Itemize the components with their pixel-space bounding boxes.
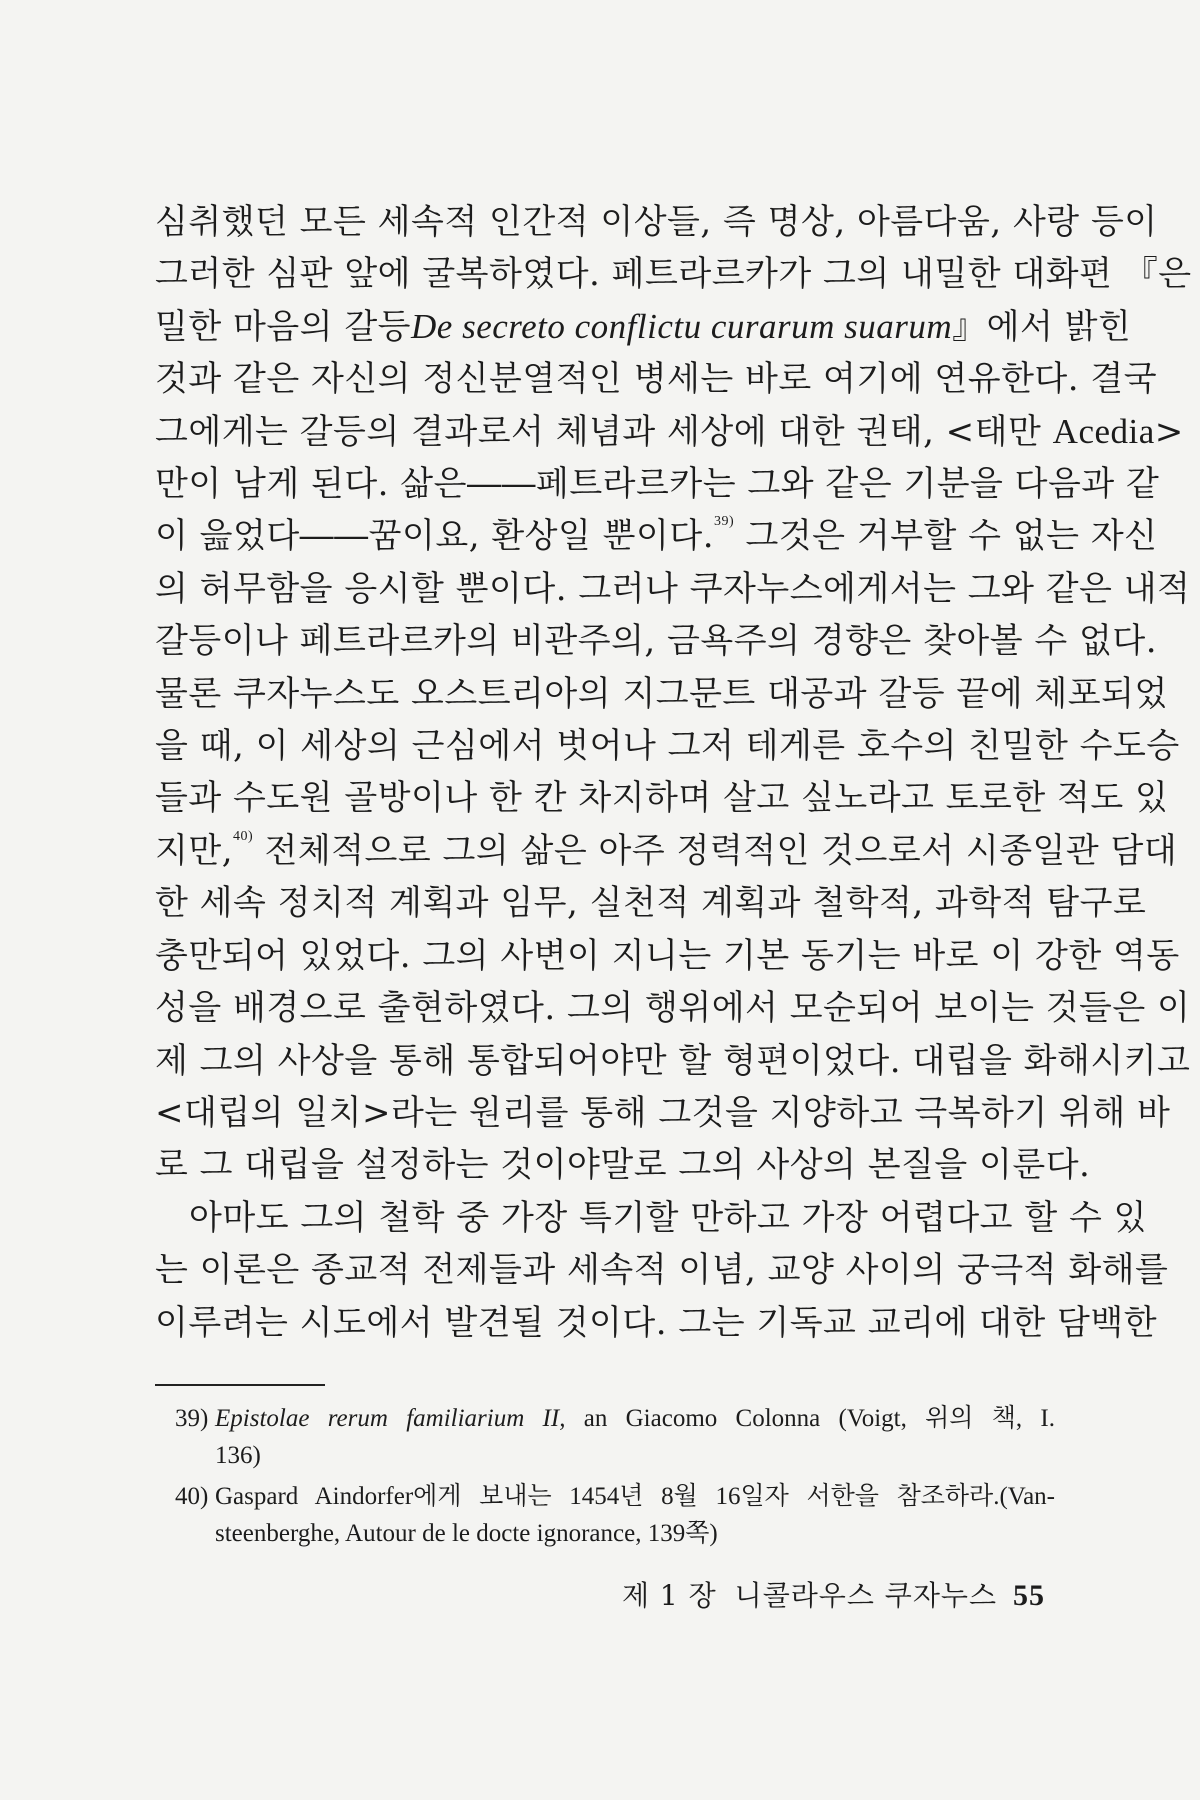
text-segment: 전체적으로 그의 삶은 아주 정력적인 것으로서 시종일관 담대: [253, 830, 1178, 871]
footnote-ref-40: 40): [233, 828, 254, 844]
text-line: 심취했던 모든 세속적 인간적 이상들, 즉 명상, 아름다움, 사랑 등이: [155, 202, 1158, 242]
text-line: 이루려는 시도에서 발견될 것이다. 그는 기독교 교리에 대한 담백한: [155, 1302, 1158, 1343]
text-segment: 지만,: [155, 830, 233, 871]
footnote-text: [215, 1478, 1055, 1552]
chapter-title: 니콜라우스 쿠자누스: [734, 1579, 997, 1612]
text-segment: 』에서 밝힌: [952, 306, 1132, 347]
text-line: 성을 배경으로 출현하였다. 그의 행위에서 모순되어 보이는 것들은 이: [155, 988, 1191, 1029]
footnote-text: [215, 1400, 1055, 1474]
text-line: 만이 남게 된다. 삶은――페트라르카는 그와 같은 기분을 다음과 같: [155, 464, 1160, 505]
text-line: 의 허무함을 응시할 뿐이다. 그러나 쿠자누스에게서는 그와 같은 내적: [155, 568, 1191, 609]
text-line: [155, 406, 1184, 458]
text-segment: >: [1154, 411, 1184, 452]
footnote-ref-39: 39): [714, 514, 735, 530]
footnote-39: [155, 1400, 1055, 1474]
footnote-line: Gaspard Aindorfer에게 보내는 1454년 8월 16일자 서한을 참조하라.(Van-: [215, 1483, 1055, 1510]
text-segment: 이 읊었다――꿈이요, 환상일 뿐이다.: [155, 516, 715, 557]
text-line: [155, 825, 1178, 877]
latin-title: De secreto conflictu curarum suarum: [411, 306, 953, 346]
footnote-line: 136): [215, 1442, 261, 1469]
text-line: [155, 301, 1132, 353]
page-number: 55: [1013, 1579, 1045, 1612]
text-line: 아마도 그의 철학 중 가장 특기할 만하고 가장 어렵다고 할 수 있: [189, 1197, 1147, 1238]
text-line: 물론 쿠자누스도 오스트리아의 지그문트 대공과 갈등 끝에 체포되었: [155, 673, 1168, 714]
text-line: 갈등이나 페트라르카의 비관주의, 금욕주의 경향은 찾아볼 수 없다.: [155, 621, 1158, 662]
paragraph-1: [155, 196, 1192, 1192]
acedia-term: Acedia: [1052, 411, 1155, 451]
running-footer: [622, 1574, 1045, 1614]
text-line: 제 그의 사상을 통해 통합되어야만 할 형편이었다. 대립을 화해시키고: [155, 1040, 1191, 1081]
footnote-number: 40): [175, 1483, 209, 1510]
text-line: 충만되어 있었다. 그의 사변이 지니는 기본 동기는 바로 이 강한 역동: [155, 935, 1180, 976]
text-line: <대립의 일치>라는 원리를 통해 그것을 지양하고 극복하기 위해 바: [155, 1092, 1171, 1133]
text-line: 들과 수도원 골방이나 한 칸 차지하며 살고 싶노라고 토로한 적도 있: [155, 778, 1169, 819]
text-segment: 그것은 거부할 수 없는 자신: [734, 516, 1158, 557]
text-segment: 그에게는 갈등의 결과로서 체념과 세상에 대한 권태, <태만: [155, 411, 1053, 452]
footnote-segment: an Giacomo Colonna (Voigt, 위의 책, I.: [565, 1405, 1055, 1432]
footnote-number: 39): [175, 1405, 209, 1432]
footnote-divider: [155, 1384, 325, 1386]
main-text: [155, 196, 1192, 1349]
footnote-line: steenberghe, Autour de le docte ignorance, 139쪽): [215, 1520, 718, 1547]
text-line: [155, 510, 1158, 562]
text-line: 로 그 대립을 설정하는 것이야말로 그의 사상의 본질을 이룬다.: [155, 1145, 1091, 1186]
footnotes: [155, 1400, 1055, 1556]
text-line: 한 세속 정치적 계획과 임무, 실천적 계획과 철학적, 과학적 탐구로: [155, 883, 1147, 924]
chapter-label: 제 1 장: [621, 1579, 717, 1612]
paragraph-2: [155, 1192, 1169, 1349]
text-line: 는 이론은 종교적 전제들과 세속적 이념, 교양 사이의 궁극적 화해를: [155, 1250, 1169, 1291]
footnote-line: [215, 1400, 1055, 1437]
footnote-title: Epistolae rerum familiarium II,: [215, 1405, 566, 1432]
footnote-40: [155, 1478, 1055, 1552]
text-line: 그러한 심판 앞에 굴복하였다. 페트라르카가 그의 내밀한 대화편 『은: [155, 254, 1192, 295]
text-segment: 밀한 마음의 갈등: [155, 306, 412, 347]
text-line: 을 때, 이 세상의 근심에서 벗어나 그저 테게른 호수의 친밀한 수도승: [155, 726, 1180, 767]
text-line: 것과 같은 자신의 정신분열적인 병세는 바로 여기에 연유한다. 결국: [155, 359, 1158, 400]
